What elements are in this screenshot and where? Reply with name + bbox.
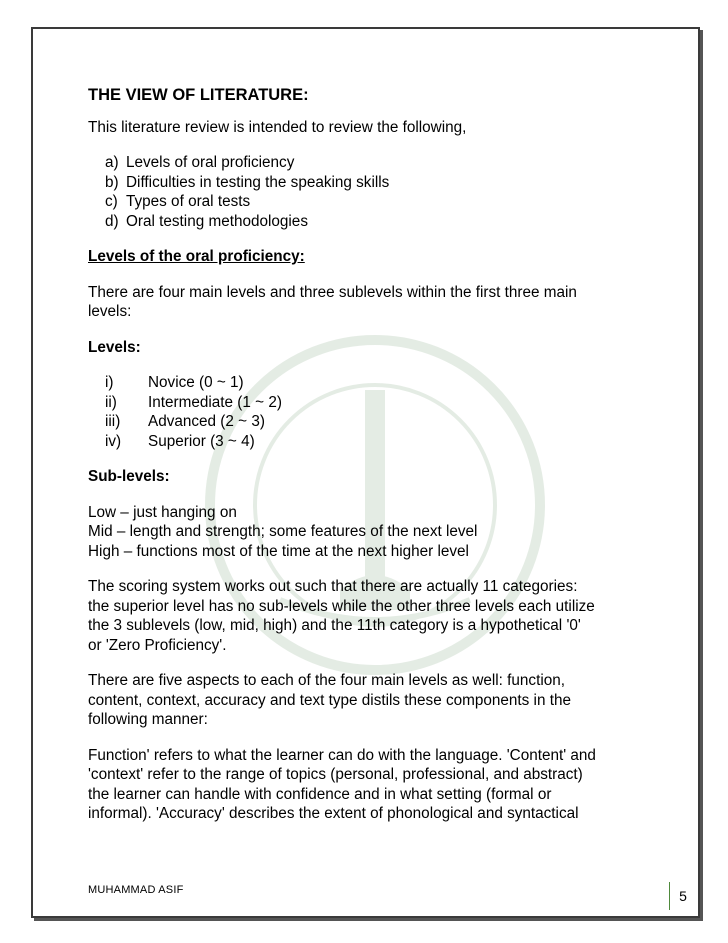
document-body [88, 86, 648, 840]
intro-text: This literature review is intended to review the following, [88, 118, 467, 136]
sublevels-heading: Sub-levels: [88, 468, 170, 485]
page-title: THE VIEW OF LITERATURE: [88, 86, 309, 104]
list-item [88, 173, 648, 193]
levels-intro [88, 283, 648, 322]
list-marker: iii) [105, 413, 121, 430]
levels-heading: Levels: [88, 338, 141, 356]
text-line: the 3 sublevels (low, mid, high) and the 11th category is a hypothetical '0' [88, 617, 581, 634]
list-item [88, 432, 648, 452]
sublevels-list [88, 503, 648, 562]
list-text: Advanced (2 ~ 3) [148, 413, 265, 430]
text-line: the superior level has no sub-levels while the other three levels each utilize [88, 597, 595, 615]
scoring-paragraph [88, 577, 648, 655]
list-text: Levels of oral proficiency [126, 154, 295, 171]
page-number: 5 [669, 882, 696, 910]
text-line: or 'Zero Proficiency'. [88, 636, 227, 654]
list-marker: b) [105, 173, 119, 191]
list-item [88, 153, 648, 173]
list-marker: iv) [105, 432, 122, 450]
text-line: informal). 'Accuracy' describes the extent of phonological and syntactical [88, 805, 579, 822]
list-text: Oral testing methodologies [126, 212, 308, 230]
function-paragraph [88, 746, 648, 824]
list-marker: i) [105, 374, 114, 391]
list-text: Superior (3 ~ 4) [148, 432, 255, 450]
text-line: content, context, accuracy and text type distils these components in the [88, 691, 571, 709]
footer-author: MUHAMMAD ASIF [88, 884, 184, 896]
list-marker: d) [105, 212, 119, 230]
list-marker: c) [105, 193, 118, 210]
text-line: following manner: [88, 711, 208, 728]
review-list [88, 153, 648, 231]
text-line: Function' refers to what the learner can do with the language. 'Content' and [88, 746, 596, 764]
list-marker: ii) [105, 393, 117, 411]
text-line: Low – just hanging on [88, 503, 237, 521]
aspects-paragraph [88, 671, 648, 730]
levels-list [88, 373, 648, 451]
text-line: levels: [88, 303, 132, 320]
text-line: There are five aspects to each of the four main levels as well: function, [88, 672, 565, 689]
list-item [88, 393, 648, 413]
list-item [88, 192, 648, 212]
list-marker: a) [105, 154, 119, 171]
text-line: There are four main levels and three sublevels within the first three main [88, 283, 577, 301]
list-item [88, 373, 648, 393]
text-line: The scoring system works out such that there are actually 11 categories: [88, 578, 578, 595]
section-heading: Levels of the oral proficiency: [88, 248, 305, 265]
list-text: Difficulties in testing the speaking skills [126, 173, 390, 191]
list-text: Types of oral tests [126, 193, 251, 210]
text-line: 'context' refer to the range of topics (personal, professional, and abstract) [88, 766, 583, 783]
list-item [88, 412, 648, 432]
text-line: High – functions most of the time at the next higher level [88, 542, 469, 560]
list-item [88, 212, 648, 232]
list-text: Intermediate (1 ~ 2) [148, 393, 282, 411]
text-line: Mid – length and strength; some features of the next level [88, 523, 478, 540]
text-line: the learner can handle with confidence and in what setting (formal or [88, 785, 552, 803]
list-text: Novice (0 ~ 1) [148, 374, 244, 391]
